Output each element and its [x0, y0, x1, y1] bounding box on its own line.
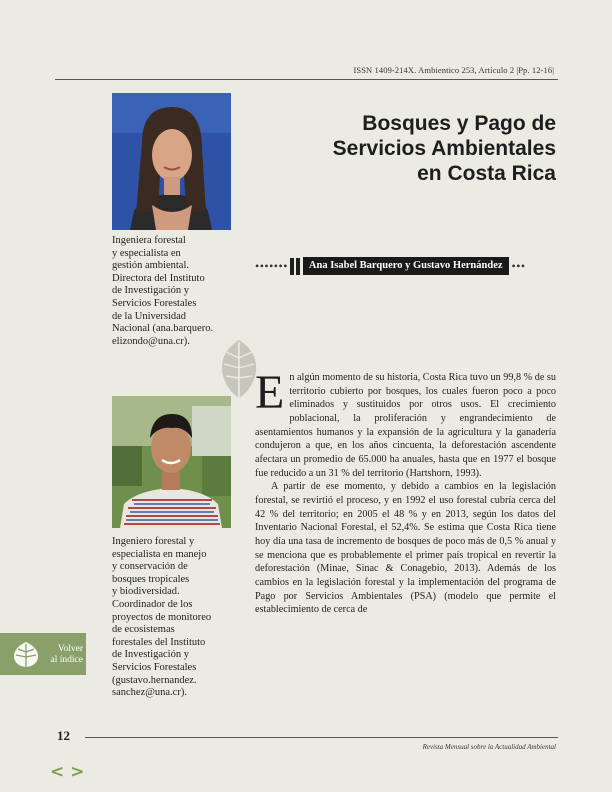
- leaf-icon: [12, 640, 40, 673]
- bio-line: de Investigación y: [112, 285, 189, 297]
- header-rule: [55, 79, 558, 80]
- dropcap: E: [255, 366, 285, 419]
- bio-line: Coordinador de los: [112, 598, 193, 610]
- next-page-button[interactable]: >: [70, 762, 85, 782]
- bio-line: Directora del Instituto: [112, 272, 205, 284]
- bio-line: sanchez@una.cr).: [112, 687, 187, 699]
- bio-line: y biodiversidad.: [112, 586, 180, 598]
- bio-line: forestales del Instituto: [112, 636, 206, 648]
- footer-rule: [85, 737, 558, 738]
- bio-line: y especialista en: [112, 247, 181, 259]
- authors-bars-icon: [290, 258, 300, 275]
- bio-line: elizondo@una.cr).: [112, 335, 190, 347]
- bio-line: de Investigación y: [112, 649, 189, 661]
- article-body: [255, 366, 556, 617]
- page-number: 12: [57, 728, 70, 743]
- bio-line: especialista en manejo: [112, 548, 207, 560]
- authors-row: [255, 257, 560, 275]
- bio-line: proyectos de monitoreo: [112, 611, 212, 623]
- author-photo-gustavo: [112, 396, 231, 528]
- back-to-index-tab[interactable]: [0, 633, 86, 675]
- prev-page-button[interactable]: <: [50, 762, 65, 782]
- title-line-2: Servicios Ambientales: [332, 137, 556, 160]
- bio-line: Servicios Forestales: [112, 661, 197, 673]
- leaf-watermark-icon: [218, 338, 260, 405]
- authors-label: Ana Isabel Barquero y Gustavo Hernández: [303, 257, 509, 275]
- bio-line: Ingeniero forestal y: [112, 536, 195, 547]
- bio-line: gestión ambiental.: [112, 260, 189, 272]
- title-line-3: en Costa Rica: [417, 162, 556, 185]
- bio-line: (gustavo.hernandez.: [112, 674, 197, 686]
- bio-line: Nacional (ana.barquero.: [112, 323, 214, 335]
- bio-line: Ingeniera forestal: [112, 235, 186, 246]
- title-line-1: Bosques y Pago de: [362, 112, 556, 135]
- bio-line: y conservación de: [112, 561, 188, 573]
- bio-ana: [112, 235, 242, 348]
- left-dots: •••••••: [255, 259, 288, 273]
- right-dots: •••: [511, 259, 526, 273]
- issn-header: ISSN 1409-214X. Ambientico 253, Artículo 2 |Pp. 12-16|: [353, 65, 554, 75]
- page-nav: [50, 764, 85, 780]
- back-to-index-label[interactable]: [51, 644, 83, 666]
- bio-line: bosques tropicales: [112, 573, 190, 585]
- paragraph-1: [255, 366, 556, 480]
- bio-line: de ecosistemas: [112, 624, 175, 636]
- publication-name: Revista Mensual sobre la Actualidad Ambiental: [422, 743, 556, 751]
- tab-line-1: Volver: [57, 644, 83, 654]
- bio-line: de la Universidad: [112, 310, 187, 322]
- article-title: [276, 111, 556, 186]
- bio-line: Servicios Forestales: [112, 297, 197, 309]
- paragraph-2: A partir de ese momento, y debido a cambios en la legislación forestal, se revirtió el proceso, y en 1992 el uso forestal cubría cerca del 42 % del territorio; en 2005 el 48 % y en 2013, según los datos del Inventario Nacional Forestal, el 52,4%. Se estima que Costa Rica tiene hoy día una tasa de incremento de bosques de poco más de 0,5 % anual y se menciona que es probablemente el primer país tropical en revertir la deforestación (Minae, Sinac & Conagebio, 2013). Además de los cambios en la legislación forestal y la implementación del programa de Pago por Servicios Ambientales (PSA) (modelo que permite el establecimiento de cerca de: [255, 481, 556, 616]
- tab-line-2: al índice: [50, 655, 83, 665]
- bio-gustavo: [112, 536, 242, 700]
- paragraph-1-text: n algún momento de su historia, Costa Rica tuvo un 99,8 % de su territorio cubierto por bosques, los cuales fueron poco a poco eliminados y sustituidos por otros usos. El crecimiento poblacional, la proliferación y engrandecimiento de asentamientos humanos y la expansión de la agricultura y la ganadería condujeron a que, en los años cincuenta, la deforestación ascendente afectara un promedio de 65.000 ha anuales, hasta que en 1977 el bosque fue reducido a un 31 % del territorio (Hartshorn, 1993).: [255, 372, 556, 479]
- author-photo-ana: [112, 93, 231, 230]
